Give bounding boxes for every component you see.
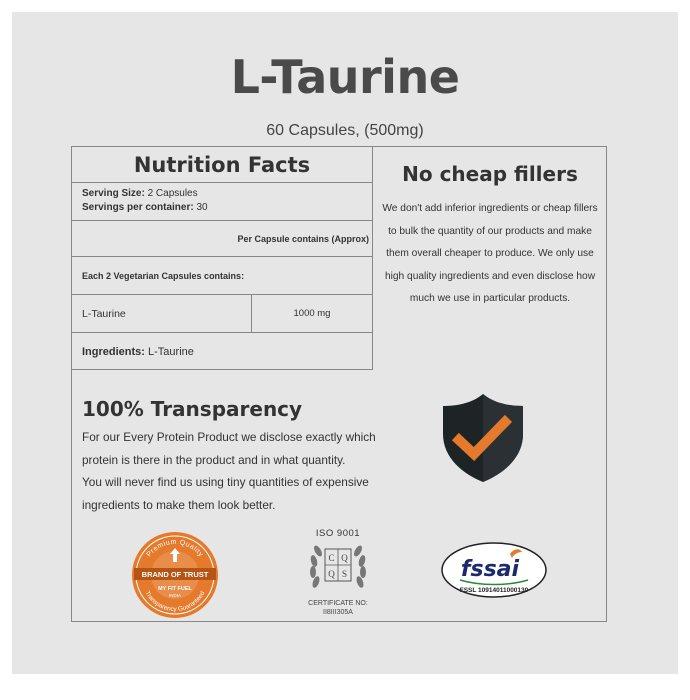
brand-of-trust-seal-icon [130, 530, 220, 620]
per-capsule-note: Per Capsule contains (Approx) [72, 221, 372, 257]
brand-bottom-text: Transparency Guaranteed [143, 590, 207, 614]
fillers-line: We don't add inferior ingredients or cheap fillers [382, 203, 598, 214]
fillers-line: much we use in particular products. [409, 293, 571, 304]
nutrient-name: L-Taurine [72, 295, 252, 332]
nutrient-amount: 1000 mg [293, 308, 331, 319]
product-title: L-Taurine [230, 50, 460, 104]
fillers-line: high quality ingredients and even disclose how [384, 270, 596, 282]
fssai-license: FSSL 10914011000130 [459, 587, 529, 594]
iso-letter: S [341, 569, 348, 579]
serving-info [72, 183, 372, 221]
ingredients-row [72, 333, 372, 371]
transparency-line: For our Every Protein Product we disclose exactly which [82, 430, 376, 444]
iso-letter: Q [328, 569, 335, 579]
table-row [72, 295, 372, 333]
iso-certification [298, 528, 378, 624]
iso-cert-number: II8III305A [323, 608, 353, 616]
brand-country-text: INDIA [168, 593, 182, 598]
transparency-text [82, 426, 382, 516]
product-subtitle: 60 Capsules, (500mg) [266, 122, 424, 139]
iso-letter: Q [341, 553, 348, 563]
serving-size-label: Serving Size: [82, 188, 145, 199]
iso-title: ISO 9001 [315, 528, 361, 539]
nutrition-facts-heading: Nutrition Facts [72, 147, 372, 183]
ingredients-label: Ingredients: [82, 346, 145, 358]
transparency-line: protein is there in the product and in what quantity. [82, 452, 346, 467]
fssai-logo-icon [440, 540, 548, 604]
fillers-title: No cheap fillers [402, 162, 578, 186]
transparency-line: ingredients to make them look better. [82, 497, 276, 512]
iso-letter: C [328, 553, 335, 563]
fillers-text [377, 198, 603, 311]
serving-size-value: 2 Capsules [147, 188, 198, 199]
transparency-title: 100% Transparency [82, 397, 303, 421]
servings-label: Servings per container: [82, 202, 194, 213]
fssai-badge [440, 540, 548, 604]
each-capsule-contains: Each 2 Vegetarian Capsules contains: [72, 257, 372, 295]
transparency-line: You will never find us using tiny quantities of expensive [82, 475, 369, 489]
ingredients-value: L-Taurine [148, 346, 194, 358]
fillers-line: to bulk the quantity of our products and make [388, 225, 592, 237]
iso-laurel-icon [298, 539, 378, 595]
nutrition-facts-table [71, 146, 373, 370]
brand-top-text: Premium Quality [145, 538, 205, 559]
iso-cert-label: CERTIFICATE NO: [308, 600, 368, 607]
brand-name-text: MY FIT FUEL [158, 586, 192, 592]
servings-value: 30 [196, 202, 208, 213]
brand-ribbon-text: BRAND OF TRUST [141, 570, 209, 579]
shield-check-icon [441, 392, 525, 484]
fssai-logo-text: fssai [460, 557, 520, 582]
fillers-line: them overall cheaper to produce. We only use [386, 248, 594, 259]
